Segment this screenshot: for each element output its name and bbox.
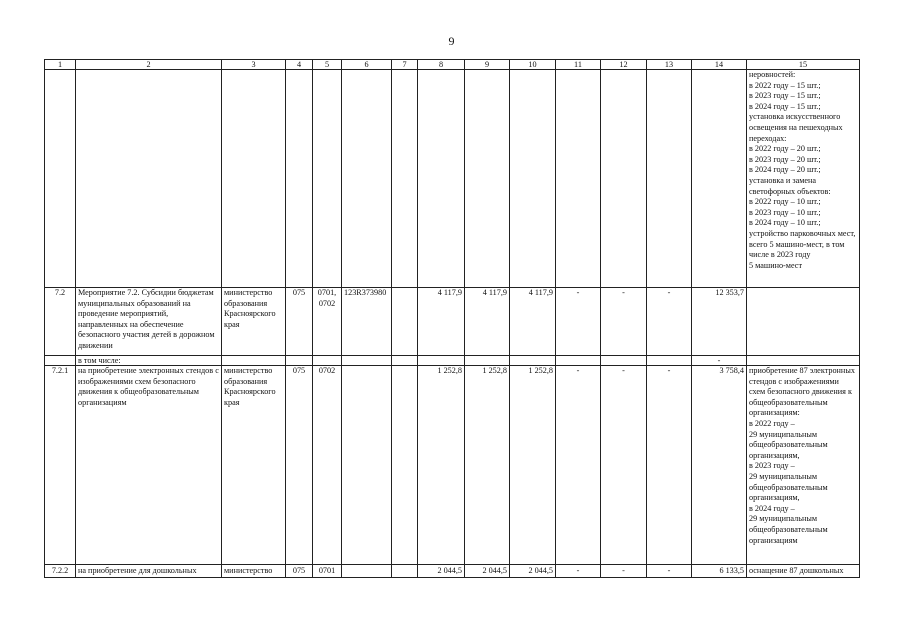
amount-col-13: - bbox=[647, 565, 692, 578]
column-number: 2 bbox=[76, 60, 222, 70]
result-cell: приобретение 87 электронных стендов с изображениями схем безопасного движения к общеобразовательным организациям: в 2022 году – 29 муниципальным общеобразовательным организациям, в 2023 году – 29 муниципальным общеобразовательным организациям, в 2024 году – 29 муниципальным общеобразовательным организациям bbox=[747, 366, 860, 565]
result-cell: неровностей: в 2022 году – 15 шт.; в 2023 году – 15 шт.; в 2024 году – 15 шт.; установка искусственного освещения на пешеходных переходах: в 2022 году – 20 шт.; в 2023 году – 20 шт.; в 2024 году – 20 шт.; установка и замена светофорных объектов: в 2022 году – 10 шт.; в 2023 году – 10 шт.; в 2024 году – 10 шт.; устройство парковочных мест, всего 5 машино-мест, в том числе в 2023 году 5 машино-мест bbox=[747, 70, 860, 288]
activity-name: в том числе: bbox=[76, 356, 222, 366]
result-cell bbox=[747, 288, 860, 356]
amount-total: 3 758,4 bbox=[692, 366, 747, 565]
column-number: 11 bbox=[556, 60, 601, 70]
column-number: 13 bbox=[647, 60, 692, 70]
vr-code bbox=[392, 366, 418, 565]
table-row bbox=[45, 565, 860, 578]
table-row bbox=[45, 356, 860, 366]
rzpr-code: 0701 bbox=[313, 565, 342, 578]
column-number-row bbox=[45, 60, 860, 70]
table-row bbox=[45, 366, 860, 565]
executor: министерство bbox=[222, 565, 286, 578]
rzpr-code: 0701, 0702 bbox=[313, 288, 342, 356]
table-row bbox=[45, 70, 860, 288]
column-number: 7 bbox=[392, 60, 418, 70]
amount-2024: 2 044,5 bbox=[510, 565, 556, 578]
amount-total: 12 353,7 bbox=[692, 288, 747, 356]
column-number: 3 bbox=[222, 60, 286, 70]
amount-col-12: - bbox=[601, 366, 647, 565]
amount-col-13: - bbox=[647, 366, 692, 565]
grbs-code: 075 bbox=[286, 366, 313, 565]
column-number: 8 bbox=[418, 60, 465, 70]
executor: министерство образования Красноярского края bbox=[222, 288, 286, 356]
activity-name: на приобретение для дошкольных bbox=[76, 565, 222, 578]
column-number: 4 bbox=[286, 60, 313, 70]
row-number: 7.2 bbox=[45, 288, 76, 356]
amount-2023: 4 117,9 bbox=[465, 288, 510, 356]
column-number: 15 bbox=[747, 60, 860, 70]
vr-code bbox=[392, 565, 418, 578]
grbs-code: 075 bbox=[286, 288, 313, 356]
amount-total: 6 133,5 bbox=[692, 565, 747, 578]
amount-2022: 1 252,8 bbox=[418, 366, 465, 565]
amount-2022: 2 044,5 bbox=[418, 565, 465, 578]
amount-2023: 2 044,5 bbox=[465, 565, 510, 578]
csr-code bbox=[342, 565, 392, 578]
amount-col-11: - bbox=[556, 366, 601, 565]
amount-2024: 1 252,8 bbox=[510, 366, 556, 565]
table-row bbox=[45, 288, 860, 356]
executor: министерство образования Красноярского края bbox=[222, 366, 286, 565]
column-number: 12 bbox=[601, 60, 647, 70]
result-cell: оснащение 87 дошкольных bbox=[747, 565, 860, 578]
column-number: 9 bbox=[465, 60, 510, 70]
amount-2023: 1 252,8 bbox=[465, 366, 510, 565]
amount-col-12: - bbox=[601, 288, 647, 356]
csr-code: 123R373980 bbox=[342, 288, 392, 356]
amount-col-12: - bbox=[601, 565, 647, 578]
amount-2022: 4 117,9 bbox=[418, 288, 465, 356]
column-number: 1 bbox=[45, 60, 76, 70]
amount-col-13: - bbox=[647, 288, 692, 356]
amount-2024: 4 117,9 bbox=[510, 288, 556, 356]
activity-name: Мероприятие 7.2. Субсидии бюджетам муниципальных образований на проведение мероприятий, направленных на обеспечение безопасного участия детей в дорожном движении bbox=[76, 288, 222, 356]
rzpr-code: 0702 bbox=[313, 366, 342, 565]
grbs-code: 075 bbox=[286, 565, 313, 578]
column-number: 6 bbox=[342, 60, 392, 70]
page-number: 9 bbox=[448, 34, 455, 48]
activity-name: на приобретение электронных стендов с изображениями схем безопасного движения к общеобразовательным организациям bbox=[76, 366, 222, 565]
amount-col-11: - bbox=[556, 565, 601, 578]
column-number: 14 bbox=[692, 60, 747, 70]
amount-col-11: - bbox=[556, 288, 601, 356]
csr-code bbox=[342, 366, 392, 565]
row-number: 7.2.1 bbox=[45, 366, 76, 565]
vr-code bbox=[392, 288, 418, 356]
column-number: 10 bbox=[510, 60, 556, 70]
amount-total: - bbox=[692, 356, 747, 366]
column-number: 5 bbox=[313, 60, 342, 70]
program-activities-table bbox=[44, 59, 860, 578]
row-number: 7.2.2 bbox=[45, 565, 76, 578]
